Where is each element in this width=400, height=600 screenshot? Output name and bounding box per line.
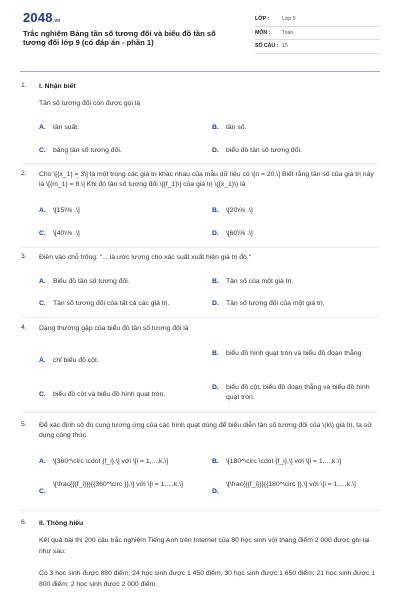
- question-paragraph: Có 3 học sinh được 880 điểm; 24 học sinh được 1 450 điểm; 30 học sinh được 1 650 điểm; 21 học sinh được 1 800 điểm; 2 học sinh được 2 000 điểm.: [39, 570, 376, 588]
- question-separator: [20, 510, 380, 511]
- site-logo[interactable]: 2048.vn: [23, 10, 61, 25]
- info-row-class: LỚP : Lớp 9: [255, 13, 380, 27]
- question-separator: [20, 412, 380, 413]
- question-separator: [20, 163, 380, 164]
- question-text: Tần số tương đối còn được gọi là: [39, 100, 141, 107]
- info-row-subject: MÔN : Toán: [255, 27, 380, 41]
- question-text: Cho \[{x_1} = 3\] là một trong các giá trị khác nhau của mẫu dữ liệu có \[n = 20.\] Biết rằng tần số của giá trị này là \[{m_1} = 8.\] Khi đó tần số tương đối \[{f_1}\] của giá trị \({x_1}\) là: [39, 171, 374, 189]
- page-header: [0, 0, 400, 60]
- question-paragraph: Kết quả bài thi 200 câu trắc nghiệm Tiếng Anh trên Internet của 80 học sinh với thang điểm 2 000 được ghi lại như sau:: [39, 537, 370, 555]
- info-row-count: SỐ CÂU : 15: [255, 40, 380, 54]
- section-heading: II. Thông hiểu: [39, 520, 84, 527]
- question-text: Dạng thường gặp của biểu đồ tần số tương đối là: [39, 325, 189, 332]
- header-divider: [20, 71, 380, 72]
- info-table: [255, 13, 380, 54]
- question-text: Điền vào chỗ trống: "... là ước lượng cho xác suất xuất hiện giá trị đó.": [39, 254, 252, 261]
- question-separator: [20, 247, 380, 248]
- question-separator: [20, 317, 380, 318]
- page-title: Trắc nghiệm Bảng tần số tương đối và biểu đồ tần số tương đối lớp 9 (có đáp án - phần 1): [23, 29, 216, 48]
- section-heading: I. Nhận biết: [39, 83, 76, 90]
- question-text: Để xác định số đo cung tương ứng của các hình quạt dùng để biểu diễn tần số tương đối của \(k\) giá trị, ta sử dụng công thức: [39, 422, 372, 440]
